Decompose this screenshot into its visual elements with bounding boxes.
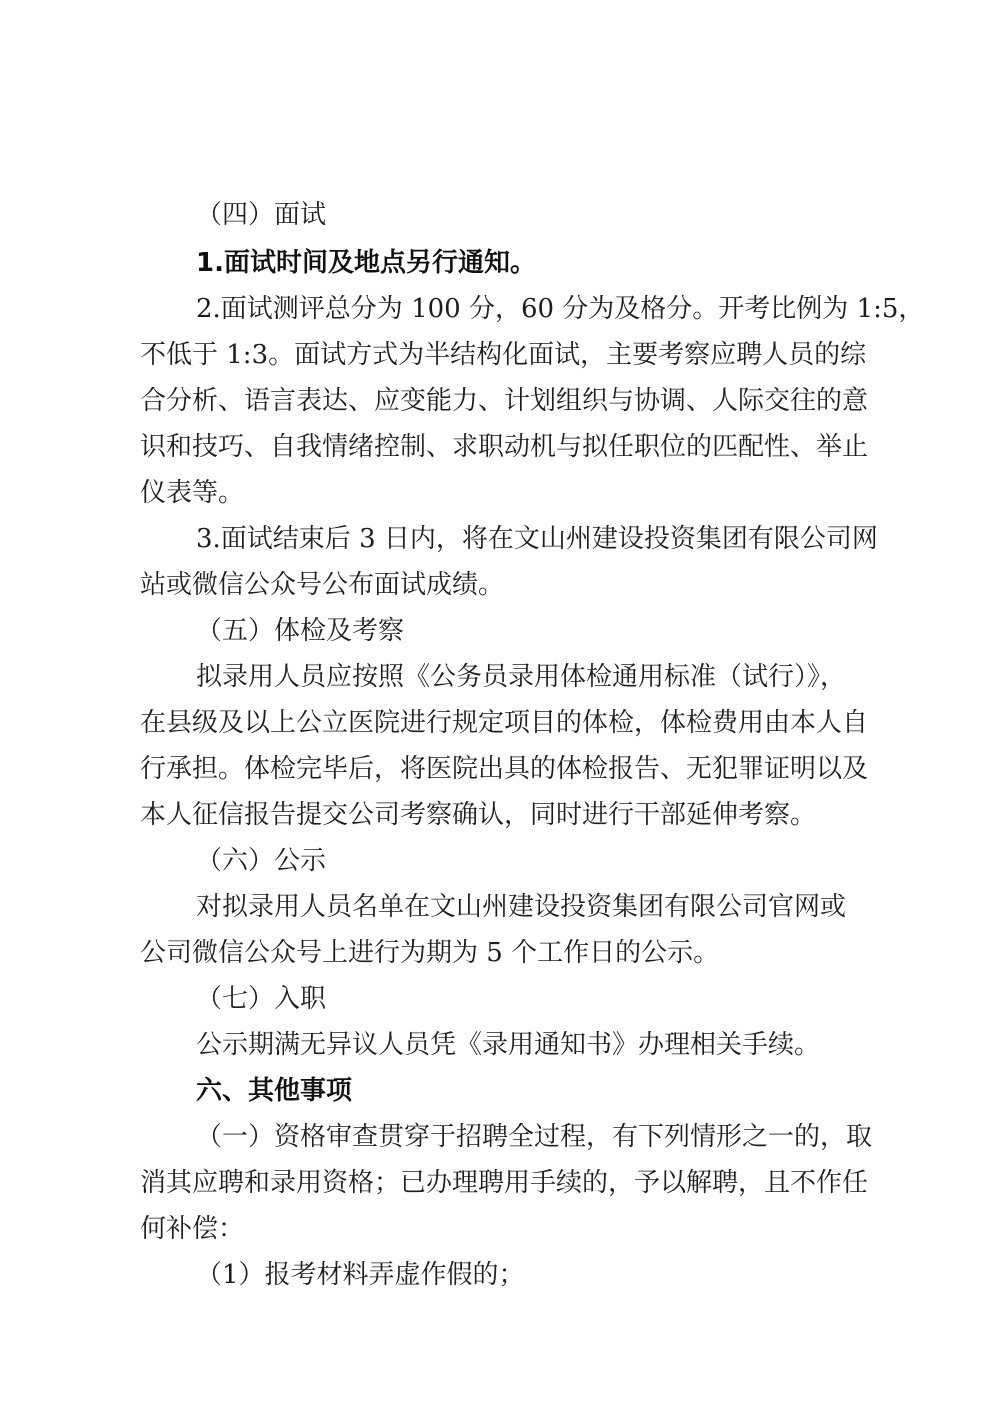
paragraph-line: 2.面试测评总分为 100 分，60 分为及格分。开考比例为 1:5，: [196, 294, 925, 324]
paragraph-line: 3.面试结束后 3 日内，将在文山州建设投资集团有限公司网: [196, 524, 878, 554]
paragraph-line: 行承担。体检完毕后，将医院出具的体检报告、无犯罪证明以及: [140, 754, 869, 784]
paragraph-line: 公司微信公众号上进行为期为 5 个工作日的公示。: [140, 938, 720, 968]
subsection-heading-publicity: （六）公示: [196, 846, 327, 876]
paragraph-line: 仪表等。: [140, 478, 245, 508]
paragraph-line: （一）资格审查贯穿于招聘全过程，有下列情形之一的，取: [196, 1122, 873, 1152]
paragraph-line: 合分析、语言表达、应变能力、计划组织与协调、人际交往的意: [140, 386, 869, 416]
paragraph-line: 消其应聘和录用资格；已办理聘用手续的，予以解聘，且不作任: [140, 1168, 869, 1198]
paragraph-line: 识和技巧、自我情绪控制、求职动机与拟任职位的匹配性、举止: [140, 432, 869, 462]
paragraph-line: 本人征信报告提交公司考察确认，同时进行干部延伸考察。: [140, 800, 817, 830]
subsection-heading-onboarding: （七）入职: [196, 984, 327, 1014]
section-heading-other-matters: 六、其他事项: [196, 1076, 353, 1106]
paragraph-line: 在县级及以上公立医院进行规定项目的体检，体检费用由本人自: [140, 708, 869, 738]
paragraph-line: 不低于 1:3。面试方式为半结构化面试，主要考察应聘人员的综: [140, 340, 867, 370]
paragraph-line: 何补偿：: [140, 1214, 245, 1244]
subsection-heading-interview: （四）面试: [196, 200, 327, 230]
paragraph-line: 拟录用人员应按照《公务员录用体检通用标准（试行）》，: [196, 662, 847, 692]
list-item-line: （1）报考材料弄虚作假的；: [196, 1260, 525, 1290]
paragraph-line: 站或微信公众号公布面试成绩。: [140, 570, 505, 600]
paragraph-line: 对拟录用人员名单在文山州建设投资集团有限公司官网或: [196, 892, 847, 922]
interview-notice-line: 1.面试时间及地点另行通知。: [196, 248, 536, 278]
subsection-heading-health-check: （五）体检及考察: [196, 616, 405, 646]
paragraph-line: 公示期满无异议人员凭《录用通知书》办理相关手续。: [196, 1030, 821, 1060]
